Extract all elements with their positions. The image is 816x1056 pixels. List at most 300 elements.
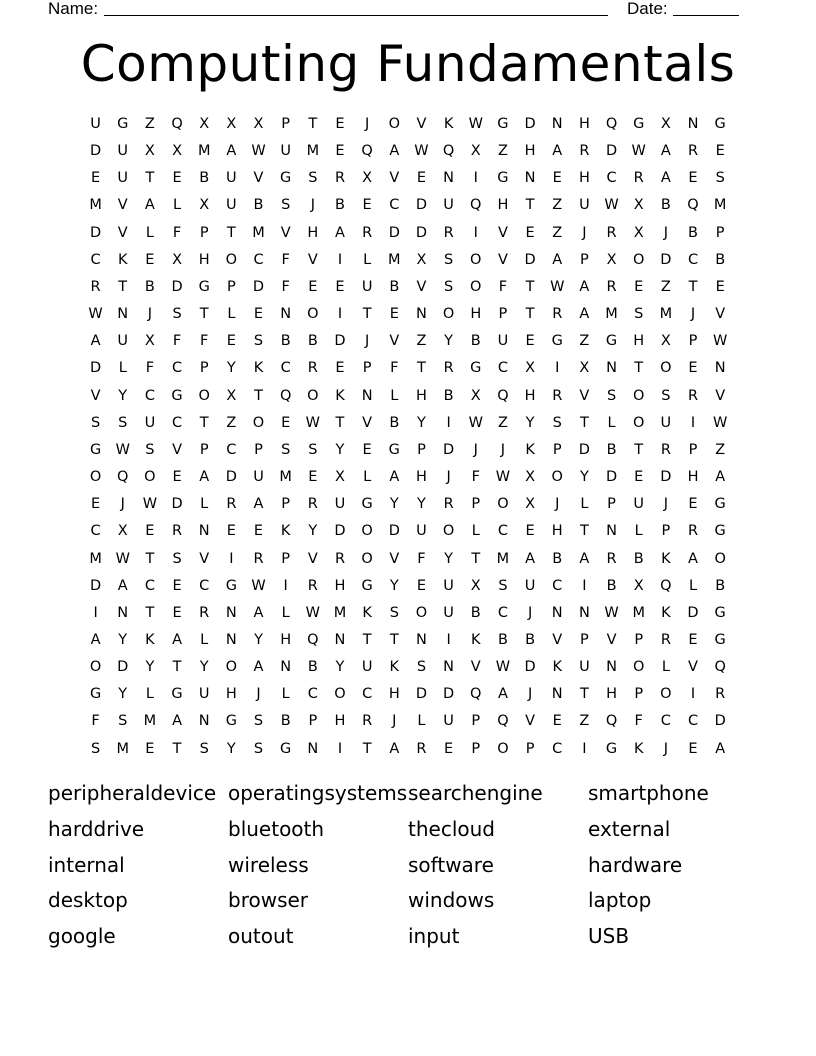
grid-letter: Y (199, 659, 209, 676)
grid-letter: X (172, 143, 183, 160)
grid-letter: C (362, 686, 373, 703)
grid-letter: K (280, 523, 291, 540)
grid-letter: E (634, 278, 644, 295)
grid-letter: X (633, 224, 644, 241)
grid-letter: P (661, 523, 671, 540)
word-list-item: browser (228, 888, 309, 913)
grid-letter: E (715, 278, 725, 295)
grid-letter: U (633, 496, 645, 513)
grid-letter: U (361, 278, 373, 295)
grid-letter: U (443, 577, 454, 594)
grid-letter: A (389, 143, 400, 160)
word-list-item: USB (588, 924, 630, 949)
grid-letter: A (226, 143, 237, 160)
grid-letter: M (89, 550, 102, 567)
grid-letter: N (416, 631, 427, 648)
grid-letter: X (416, 251, 427, 268)
grid-letter: W (631, 143, 646, 160)
grid-letter: P (607, 496, 616, 513)
grid-letter: R (307, 496, 318, 513)
grid-letter: R (687, 387, 699, 404)
grid-letter: U (226, 170, 237, 187)
grid-letter: U (361, 659, 373, 676)
grid-letter: E (688, 740, 698, 757)
grid-letter: I (337, 740, 343, 757)
grid-letter: P (199, 360, 209, 377)
grid-letter: J (690, 306, 696, 323)
grid-letter: H (307, 224, 319, 241)
grid-letter: S (253, 713, 264, 730)
grid-letter: Y (417, 414, 426, 431)
grid-letter: O (198, 387, 210, 404)
grid-letter: S (199, 740, 209, 757)
grid-letter: V (470, 659, 481, 676)
grid-letter: O (660, 360, 672, 377)
grid-letter: O (714, 550, 726, 567)
grid-letter: V (253, 170, 264, 187)
grid-letter: X (579, 360, 590, 377)
grid-letter: C (497, 523, 508, 540)
grid-letter: P (417, 441, 426, 458)
grid-letter: F (281, 251, 290, 268)
grid-letter: V (172, 441, 182, 458)
grid-letter: B (389, 414, 400, 431)
grid-letter: M (116, 740, 129, 757)
grid-letter: E (688, 631, 698, 648)
grid-letter: G (497, 116, 509, 132)
grid-letter: J (365, 333, 370, 350)
grid-letter: R (362, 224, 373, 241)
grid-letter: W (305, 604, 320, 621)
grid-letter: Z (552, 224, 563, 241)
grid-letter: J (555, 496, 560, 513)
grid-letter: G (171, 686, 183, 703)
grid-letter: U (443, 713, 454, 730)
grid-letter: S (444, 251, 454, 268)
grid-letter: Y (145, 659, 155, 676)
grid-letter: L (580, 496, 589, 513)
grid-letter: O (89, 659, 102, 676)
grid-letter: S (281, 197, 291, 214)
grid-letter: I (473, 224, 478, 241)
grid-letter: H (416, 469, 427, 486)
grid-letter: C (552, 577, 563, 594)
grid-row (82, 355, 734, 382)
grid-letter: L (145, 686, 154, 703)
grid-letter: O (225, 659, 238, 676)
grid-letter: B (606, 577, 617, 594)
grid-letter: R (715, 686, 726, 703)
grid-letter: P (715, 224, 725, 241)
grid-letter: G (280, 170, 292, 187)
grid-row (82, 736, 734, 763)
grid-row (82, 301, 734, 328)
grid-letter: J (392, 713, 397, 730)
grid-letter: T (199, 414, 209, 431)
grid-letter: X (470, 577, 481, 594)
grid-letter: T (525, 278, 535, 295)
word-list-item: google (48, 924, 116, 949)
grid-letter: R (253, 550, 264, 567)
grid-letter: N (551, 116, 563, 132)
grid-letter: H (524, 143, 536, 160)
grid-letter: E (90, 496, 101, 513)
grid-letter: O (225, 251, 238, 268)
grid-letter: W (414, 143, 429, 160)
grid-letter: I (690, 686, 696, 703)
grid-letter: C (253, 251, 264, 268)
grid-letter: D (415, 224, 428, 241)
grid-letter: A (172, 631, 182, 648)
grid-letter: R (443, 224, 454, 241)
grid-letter: J (582, 224, 587, 241)
grid-letter: W (550, 278, 565, 295)
grid-letter: V (579, 387, 590, 404)
grid-letter: K (362, 604, 372, 621)
grid-letter: T (688, 278, 698, 295)
grid-letter: R (606, 550, 617, 567)
grid-letter: R (660, 441, 671, 458)
grid-letter: N (416, 306, 427, 323)
grid-row (82, 328, 734, 355)
grid-letter: E (525, 333, 535, 350)
grid-letter: T (145, 604, 155, 621)
grid-letter: O (442, 306, 455, 323)
grid-letter: W (713, 333, 728, 350)
grid-letter: R (687, 143, 699, 160)
grid-letter: P (199, 224, 209, 241)
grid-letter: C (226, 441, 237, 458)
grid-letter: F (634, 713, 643, 730)
grid-letter: C (171, 360, 183, 377)
grid-letter: F (172, 224, 182, 241)
grid-letter: E (226, 333, 236, 350)
grid-row (82, 654, 734, 681)
word-list-item: internal (48, 852, 125, 877)
grid-letter: M (713, 197, 727, 214)
grid-letter: U (443, 197, 454, 214)
grid-letter: A (660, 170, 671, 187)
grid-letter: D (252, 278, 265, 295)
grid-letter: X (144, 333, 155, 350)
grid-letter: N (198, 523, 210, 540)
grid-letter: E (688, 170, 698, 187)
grid-letter: P (634, 631, 644, 648)
grid-letter: M (605, 306, 618, 323)
grid-letter: B (497, 631, 508, 648)
grid-letter: N (117, 604, 129, 621)
grid-letter: H (578, 116, 590, 132)
grid-letter: V (497, 224, 508, 241)
grid-letter: K (145, 631, 155, 648)
grid-letter: A (389, 740, 400, 757)
grid-row (82, 708, 734, 735)
grid-letter: G (225, 713, 237, 730)
grid-letter: Y (444, 333, 454, 350)
grid-letter: B (389, 278, 400, 295)
grid-letter: A (497, 686, 508, 703)
grid-letter: K (443, 116, 454, 132)
grid-letter: H (551, 523, 563, 540)
grid-letter: G (605, 740, 618, 757)
grid-letter: C (90, 523, 101, 540)
grid-letter: G (280, 740, 292, 757)
grid-letter: P (688, 333, 698, 350)
grid-letter: X (226, 387, 237, 404)
grid-letter: X (525, 469, 536, 486)
grid-letter: R (362, 713, 373, 730)
grid-letter: Q (605, 116, 618, 132)
grid-letter: D (524, 659, 536, 676)
grid-letter: W (495, 469, 511, 486)
grid-letter: F (172, 333, 182, 350)
grid-letter: W (251, 577, 266, 594)
grid-letter: L (200, 631, 209, 648)
grid-letter: B (443, 387, 454, 404)
grid-letter: E (145, 523, 155, 540)
grid-letter: A (389, 469, 400, 486)
grid-letter: V (715, 306, 726, 323)
grid-letter: B (280, 333, 291, 350)
grid-letter: I (229, 550, 234, 567)
grid-letter: T (579, 414, 589, 431)
grid-letter: R (606, 278, 617, 295)
grid-letter: X (525, 496, 536, 513)
grid-letter: P (281, 550, 291, 567)
grid-letter: U (144, 414, 156, 431)
grid-letter: V (606, 631, 617, 648)
grid-letter: Q (605, 713, 618, 730)
grid-letter: O (497, 740, 509, 757)
grid-letter: C (90, 251, 101, 268)
grid-letter: V (389, 333, 400, 350)
grid-letter: V (307, 550, 318, 567)
grid-letter: O (334, 686, 346, 703)
grid-letter: V (497, 251, 508, 268)
grid-letter: T (634, 441, 644, 458)
grid-letter: M (496, 550, 510, 567)
grid-letter: X (172, 251, 183, 268)
grid-letter: N (606, 659, 617, 676)
grid-letter: I (93, 604, 98, 621)
grid-letter: H (687, 469, 699, 486)
grid-letter: D (334, 333, 346, 350)
grid-letter: A (253, 604, 264, 621)
grid-letter: U (416, 523, 427, 540)
grid-letter: D (660, 251, 672, 268)
grid-letter: Q (687, 197, 699, 214)
grid-letter: E (335, 360, 345, 377)
grid-letter: J (663, 224, 668, 241)
grid-row (82, 491, 734, 518)
grid-letter: U (524, 577, 536, 594)
grid-letter: W (468, 116, 483, 132)
grid-letter: B (633, 550, 644, 567)
grid-letter: L (363, 469, 372, 486)
grid-letter: E (688, 496, 698, 513)
grid-letter: A (117, 577, 128, 594)
word-list-item: thecloud (408, 816, 495, 841)
grid-letter: B (144, 278, 155, 295)
grid-letter: S (145, 441, 155, 458)
grid-letter: A (579, 278, 590, 295)
grid-letter: D (605, 143, 618, 160)
grid-letter: F (390, 360, 399, 377)
grid-letter: T (417, 360, 426, 377)
grid-letter: R (552, 306, 563, 323)
grid-letter: A (715, 469, 726, 486)
grid-letter: J (500, 441, 506, 458)
grid-letter: O (307, 306, 319, 323)
grid-letter: L (173, 197, 182, 214)
grid-letter: B (307, 333, 318, 350)
grid-letter: V (552, 631, 563, 648)
grid-row (82, 220, 734, 247)
grid-letter: L (227, 306, 236, 323)
grid-letter: R (606, 224, 617, 241)
grid-letter: D (687, 604, 699, 621)
grid-letter: O (252, 414, 265, 431)
word-list-item: searchengine (408, 781, 543, 805)
grid-letter: E (552, 713, 562, 730)
grid-letter: F (91, 713, 100, 730)
grid-letter: S (118, 414, 128, 431)
grid-letter: G (470, 360, 482, 377)
grid-letter: E (335, 116, 345, 132)
grid-letter: K (471, 631, 481, 648)
grid-letter: D (171, 278, 183, 295)
grid-letter: R (687, 523, 699, 540)
grid-letter: B (660, 197, 671, 214)
grid-letter: T (525, 197, 535, 214)
grid-letter: A (688, 550, 698, 567)
grid-letter: O (470, 251, 482, 268)
grid-letter: W (251, 143, 266, 160)
grid-letter: G (714, 116, 726, 132)
grid-row (82, 518, 734, 545)
grid-letter: S (90, 740, 101, 757)
grid-letter: Q (470, 197, 482, 214)
grid-letter: W (468, 414, 483, 431)
word-list-item: bluetooth (228, 816, 325, 841)
grid-letter: U (226, 197, 237, 214)
grid-letter: R (334, 550, 346, 567)
grid-letter: E (335, 278, 345, 295)
grid-letter: E (145, 251, 155, 268)
grid-letter: T (634, 360, 644, 377)
grid-letter: O (632, 387, 645, 404)
grid-letter: N (225, 631, 237, 648)
grid-letter: H (470, 306, 482, 323)
grid-letter: I (555, 360, 560, 377)
grid-letter: D (89, 224, 102, 241)
word-search-grid (82, 111, 734, 763)
grid-letter: P (580, 631, 589, 648)
grid-letter: K (525, 441, 535, 458)
grid-letter: L (390, 387, 399, 404)
grid-letter: B (470, 333, 481, 350)
grid-letter: V (389, 170, 400, 187)
date-label: Date: (627, 0, 668, 18)
grid-letter: V (525, 713, 536, 730)
grid-letter: D (89, 143, 102, 160)
grid-letter: U (334, 496, 346, 513)
grid-letter: D (578, 441, 590, 458)
grid-letter: A (90, 631, 101, 648)
word-list-item: external (588, 816, 671, 841)
grid-letter: A (253, 659, 264, 676)
grid-letter: J (663, 740, 668, 757)
grid-letter: U (117, 170, 129, 187)
grid-letter: P (471, 713, 481, 730)
grid-letter: T (362, 631, 372, 648)
grid-letter: K (661, 604, 671, 621)
grid-letter: N (443, 170, 455, 187)
grid-letter: Y (389, 496, 399, 513)
grid-letter: S (253, 333, 264, 350)
grid-letter: Y (335, 441, 345, 458)
grid-letter: L (634, 523, 643, 540)
grid-letter: T (362, 306, 372, 323)
grid-letter: E (253, 523, 264, 540)
grid-letter: O (361, 523, 373, 540)
grid-letter: X (199, 197, 210, 214)
grid-letter: H (280, 631, 292, 648)
grid-letter: E (308, 278, 318, 295)
grid-letter: R (660, 631, 671, 648)
grid-letter: J (473, 441, 478, 458)
word-list-item: desktop (48, 888, 128, 913)
word-list-item: software (408, 852, 494, 877)
grid-letter: M (197, 143, 211, 160)
grid-row (82, 247, 734, 274)
grid-letter: M (632, 604, 645, 621)
grid-letter: O (442, 523, 455, 540)
grid-letter: S (389, 604, 399, 621)
grid-letter: C (389, 197, 400, 214)
grid-letter: P (471, 740, 481, 757)
grid-letter: S (444, 278, 454, 295)
grid-letter: H (416, 387, 427, 404)
grid-letter: Y (335, 659, 345, 676)
grid-letter: Q (442, 143, 455, 160)
grid-letter: D (524, 251, 536, 268)
grid-letter: M (89, 197, 102, 214)
grid-row (82, 138, 734, 165)
grid-letter: A (172, 713, 182, 730)
grid-letter: Q (117, 469, 129, 486)
grid-letter: C (307, 686, 318, 703)
grid-letter: O (660, 686, 672, 703)
grid-letter: I (446, 414, 451, 431)
grid-letter: O (470, 278, 482, 295)
grid-letter: I (283, 577, 288, 594)
grid-letter: I (690, 414, 696, 431)
grid-letter: U (280, 143, 291, 160)
grid-letter: S (634, 306, 644, 323)
grid-letter: R (443, 360, 454, 377)
grid-letter: G (388, 441, 400, 458)
grid-letter: U (660, 414, 672, 431)
grid-letter: E (688, 360, 698, 377)
word-list-item: hardware (588, 852, 683, 877)
grid-letter: L (118, 360, 127, 377)
word-list-item: laptop (588, 888, 652, 913)
grid-row (82, 681, 734, 708)
grid-letter: B (715, 577, 726, 594)
grid-letter: Y (417, 496, 426, 513)
grid-letter: J (256, 686, 261, 703)
